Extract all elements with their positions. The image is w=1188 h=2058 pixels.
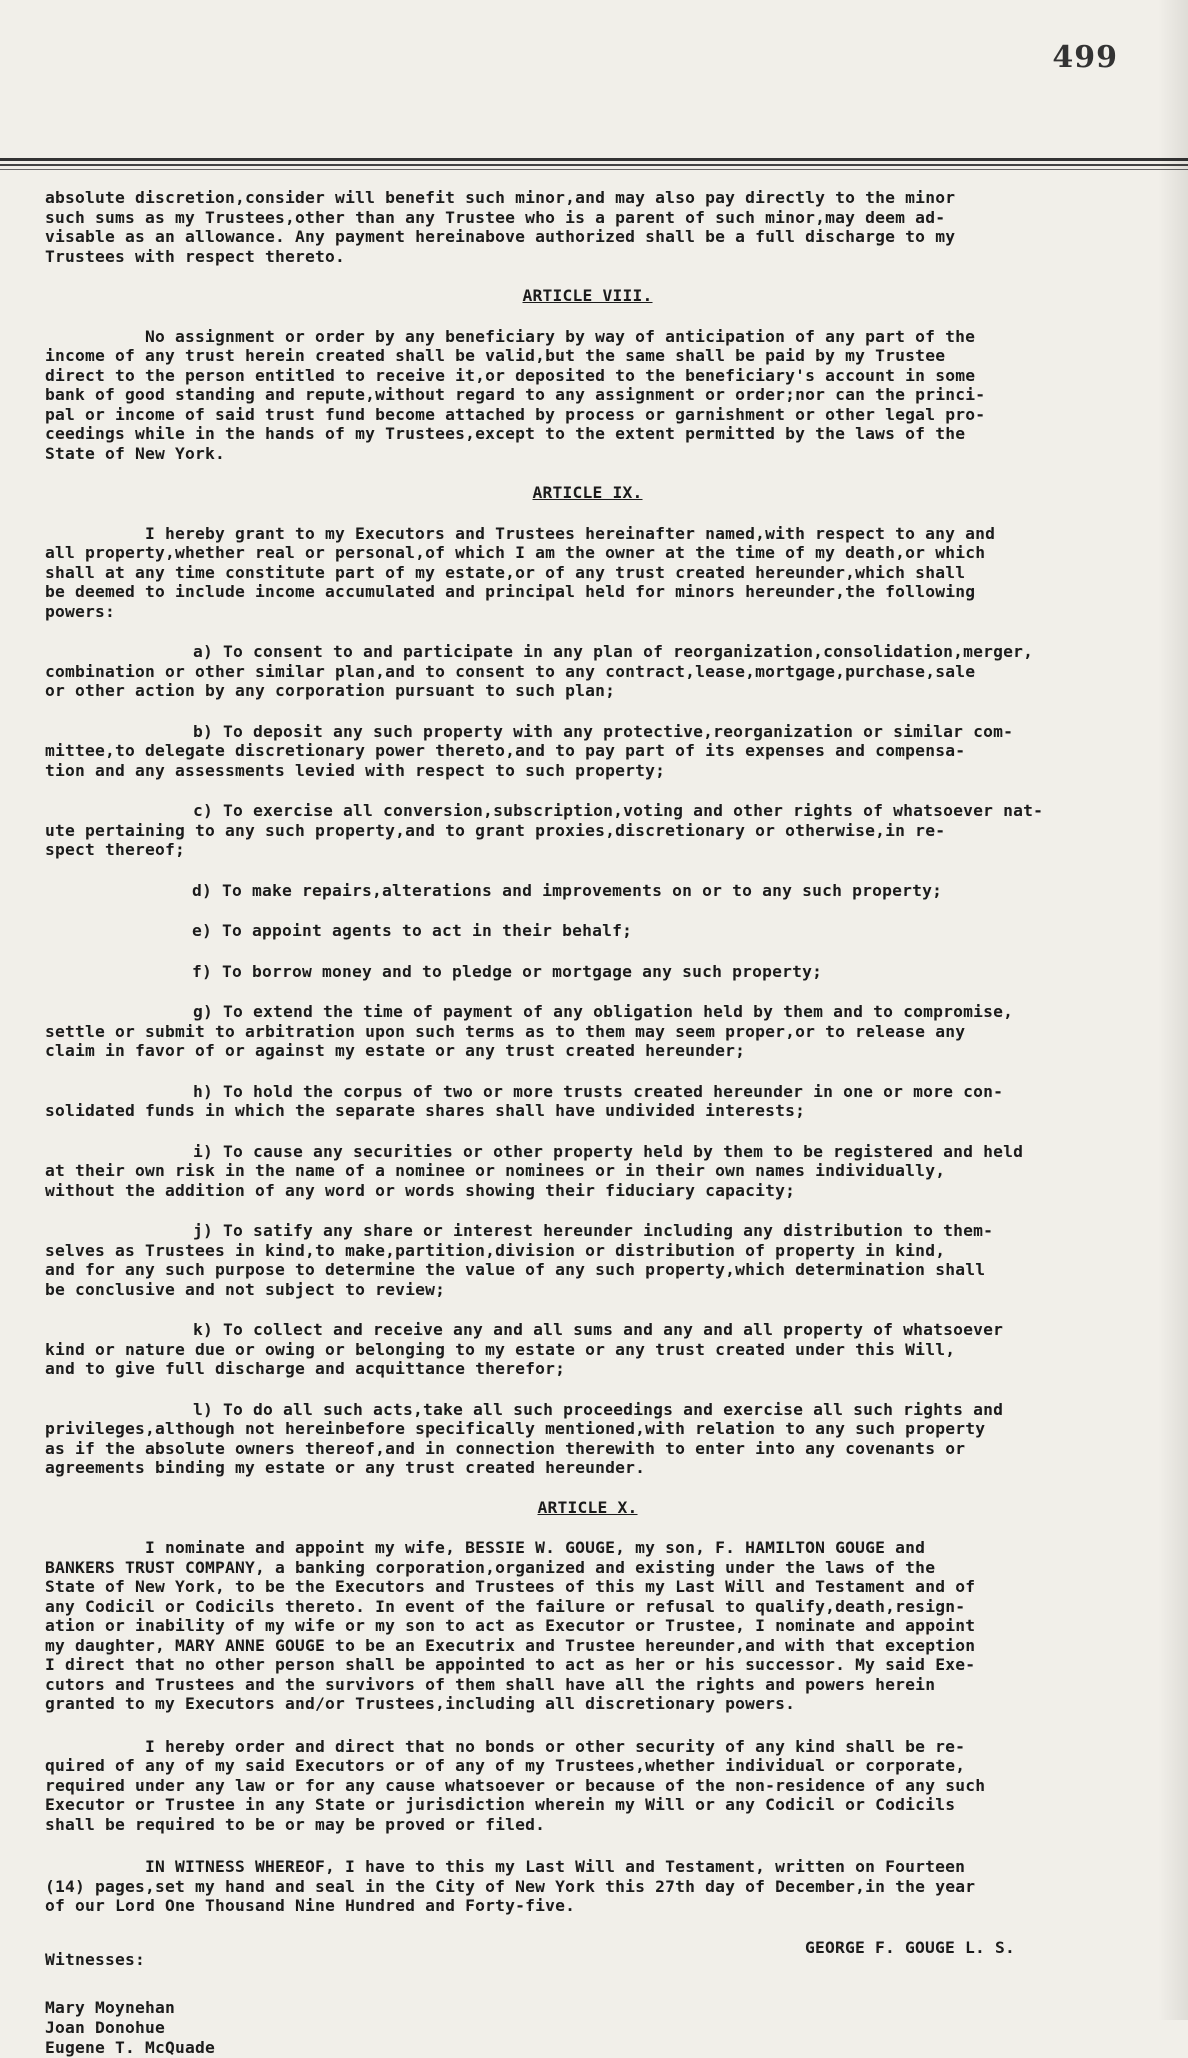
header-rule [0, 169, 1188, 170]
witness-name: Eugene T. McQuade [45, 2037, 216, 2057]
bonds-paragraph: I hereby order and direct that no bonds or other security of any kind shall be re- quired of any of my said Executors or of any of my Trustees,whether individual or corporate, required under any law or for any cause whatsoever or because of the non-residence of any such Executor or Trustee in any State or jurisdiction wherein my Will or any Codicil or Codicils shall be required to be or may be proved or filed. [45, 1736, 986, 1834]
power-item: e) To appoint agents to act in their behalf; [192, 921, 633, 940]
header-rule [0, 158, 1188, 161]
witnesses-label: Witnesses: [45, 1949, 146, 1969]
witness-name: Joan Donohue [45, 2017, 166, 2037]
article-heading: ARTICLE IX. [532, 483, 643, 502]
testator-signature: GEORGE F. GOUGE L. S. [805, 1937, 1016, 1957]
power-item: g) To extend the time of payment of any obligation held by them and to compromise, settle or submit to arbitration upon such terms as to them may seem proper,or to release any claim in favor of or against my estate or any trust created hereunder; [45, 1002, 1014, 1060]
power-item: j) To satify any share or interest hereunder including any distribution to them- selves as Trustees in kind,to make,partition,division or distribution of property in kind, and for any such purpose to determine the value of any such property,which determination shall be conclusive and not subject to review; [45, 1221, 994, 1299]
page-edge-shadow [1158, 0, 1188, 2020]
power-item: d) To make repairs,alterations and improvements on or to any such property; [192, 880, 943, 900]
power-item: a) To consent to and participate in any plan of reorganization,consolidation,merger, combination or other similar plan,and to consent to any contract,lease,mortgage,purchase,sale or other action by any corporation pursuant to such plan; [45, 642, 1034, 700]
article-paragraph: No assignment or order by any beneficiary by way of anticipation of any part of the income of any trust herein created shall be valid,but the same shall be paid by my Trustee direct to the person entitled to receive it,or deposited to the beneficiary's account in some bank of good standing and repute,without regard to any assignment or order;nor can the princi- pal or income of said trust fund become attached by process or garnishment or other legal pro- ceedings while in the hands of my Trustees,except to the extent permitted by the laws of the State of New York. [45, 326, 986, 463]
witness-name: Mary Moynehan [45, 1997, 176, 2017]
power-item: c) To exercise all conversion,subscription,voting and other rights of whatsoever nat- ute pertaining to any such property,and to grant proxies,discretionary or otherwise,in re- spect thereof; [45, 801, 1044, 859]
page-number: 499 [1052, 40, 1118, 75]
article-paragraph: I nominate and appoint my wife, BESSIE W. GOUGE, my son, F. HAMILTON GOUGE and BANKERS TRUST COMPANY, a banking corporation,organized and existing under the laws of the State of New York, to be the Executors and Trustees of this my Last Will and Testament and of any Codicil or Codicils thereto. In event of the failure or refusal to qualify,death,resign- ation or inability of my wife or my son to act as Executor or Trustee, I nominate and appoint my daughter, MARY ANNE GOUGE to be an Executrix and Trustee hereunder,and with that exception I direct that no other person shall be appointed to act as her or his successor. My said Exe- cutors and Trustees and the survivors of them shall have all the rights and powers herein granted to my Executors and/or Trustees,including all discretionary powers. [45, 1538, 976, 1713]
intro-paragraph: absolute discretion,consider will benefit such minor,and may also pay directly to the minor such sums as my Trustees,other than any Trustee who is a parent of such minor,may deem ad- visable as an allowance. Any payment hereinabove authorized shall be a full discharge to my Trustees with respect thereto. [45, 188, 956, 266]
power-item: k) To collect and receive any and all sums and any and all property of whatsoever kind or nature due or owing or belonging to my estate or any trust created under this Will, and to give full discharge and acquittance therefor; [45, 1320, 1004, 1378]
power-item: b) To deposit any such property with any protective,reorganization or similar com- mittee,to delegate discretionary power thereto,and to pay part of its expenses and compensa- tion and any assessments levied with respect to such property; [45, 721, 1014, 780]
article-heading: ARTICLE VIII. [522, 286, 653, 305]
witness-list [45, 1998, 1130, 2058]
power-item: f) To borrow money and to pledge or mortgage any such property; [192, 961, 823, 981]
header-rule [0, 164, 1188, 166]
witness-clause: IN WITNESS WHEREOF, I have to this my Last Will and Testament, written on Fourteen (14) pages,set my hand and seal in the City of New York this 27th day of December,in the year of our Lord One Thousand Nine Hundred and Forty-five. [45, 1857, 976, 1915]
power-item: l) To do all such acts,take all such proceedings and exercise all such rights and privileges,although not hereinbefore specifically mentioned,with relation to any such property as if the absolute owners thereof,and in connection therewith to enter into any covenants or agreements binding my estate or any trust created hereunder. [45, 1399, 1004, 1477]
article-paragraph: I hereby grant to my Executors and Trustees hereinafter named,with respect to any and all property,whether real or personal,of which I am the owner at the time of my death,or which shall at any time constitute part of my estate,or of any trust created hereunder,which shall be deemed to include income accumulated and principal held for minors hereunder,the following powers: [45, 523, 996, 621]
document-body [45, 188, 1130, 2058]
signature-row [45, 1938, 1130, 1974]
power-item: h) To hold the corpus of two or more trusts created hereunder in one or more con- solidated funds in which the separate shares shall have undivided interests; [45, 1081, 1004, 1120]
power-item: i) To cause any securities or other property held by them to be registered and held at their own risk in the name of a nominee or nominees or in their own names individually, without the addition of any word or words showing their fiduciary capacity; [45, 1141, 1024, 1200]
article-heading: ARTICLE X. [537, 1497, 638, 1517]
